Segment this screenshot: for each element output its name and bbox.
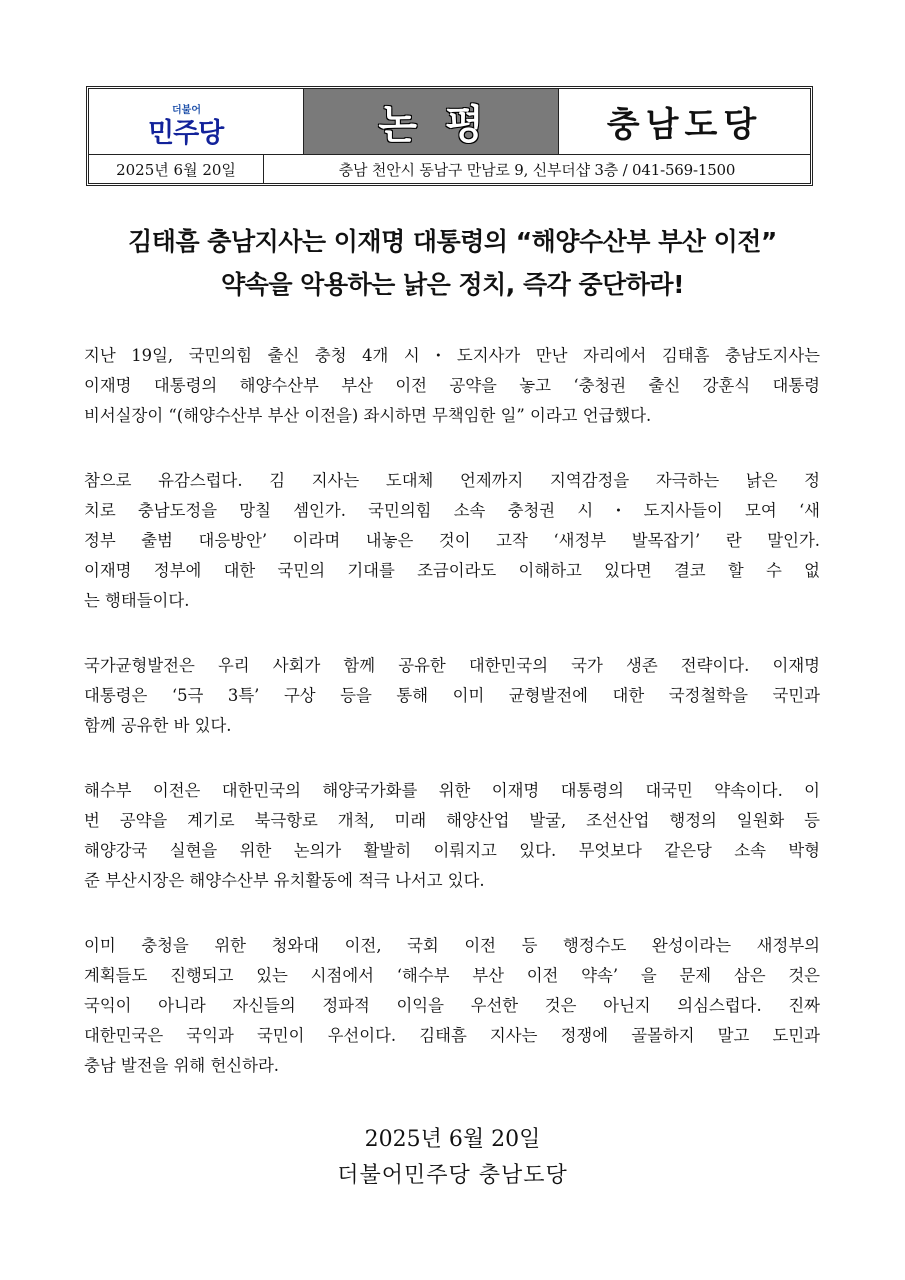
letterhead-top-row: [89, 89, 810, 155]
paragraph-line: 국익이 아니라 자신들의 정파적 이익을 우선한 것은 아닌지 의심스럽다. 진짜: [84, 996, 820, 1015]
headline-line-2: 약속을 악용하는 낡은 정치, 즉각 중단하라!: [221, 270, 684, 299]
organization-name: 충남도당: [606, 105, 763, 145]
body-text: [84, 341, 820, 1116]
body-paragraph: [84, 651, 820, 741]
paragraph-line: 비서실장이 “(해양수산부 부산 이전을) 좌시하면 무책임한 일” 이라고 언급했다.: [84, 406, 652, 425]
paragraph-line: 해수부 이전은 대한민국의 해양국가화를 위한 이재명 대통령의 대국민 약속이다. 이: [84, 781, 820, 800]
headline-line-1: 김태흠 충남지사는 이재명 대통령의 “해양수산부 부산 이전”: [128, 227, 777, 256]
paragraph-line: 번 공약을 계기로 북극항로 개척, 미래 해양산업 발굴, 조선산업 행정의 일원화 등: [84, 811, 820, 830]
paragraph-line: 해양강국 실현을 위한 논의가 활발히 이뤄지고 있다. 무엇보다 같은당 소속 박형: [84, 841, 820, 860]
issue-date: 2025년 6월 20일: [89, 155, 264, 183]
document-type-cell: [304, 89, 559, 154]
letterhead-bottom-row: [89, 155, 810, 183]
paragraph-line: 충남 발전을 위해 헌신하라.: [84, 1056, 280, 1075]
paragraph-line: 함께 공유한 바 있다.: [84, 716, 232, 735]
body-paragraph: [84, 341, 820, 431]
signature-organization: 더불어민주당 충남도당: [337, 1163, 568, 1188]
body-paragraph: [84, 776, 820, 896]
logo-small-text: 더불어: [172, 104, 201, 116]
paragraph-line: 참으로 유감스럽다. 김 지사는 도대체 언제까지 지역감정을 자극하는 낡은 정: [84, 471, 820, 490]
paragraph-line: 준 부산시장은 해양수산부 유치활동에 적극 나서고 있다.: [84, 871, 485, 890]
party-logo: [146, 97, 246, 147]
logo-main-text: 민주당: [148, 117, 224, 149]
body-paragraph: [84, 466, 820, 616]
paragraph-line: 는 행태들이다.: [84, 591, 190, 610]
paragraph-line: 계획들도 진행되고 있는 시점에서 ‘해수부 부산 이전 약속’ 을 문제 삼은 것은: [84, 966, 820, 985]
document-type-label: 논평: [378, 101, 512, 148]
body-paragraph: [84, 931, 820, 1081]
paragraph-line: 이재명 정부에 대한 국민의 기대를 조금이라도 이해하고 있다면 결코 할 수 없: [84, 561, 820, 580]
headline: [60, 220, 845, 306]
signature-date: 2025년 6월 20일: [364, 1127, 541, 1152]
paragraph-line: 대한민국은 국익과 국민이 우선이다. 김태흠 지사는 정쟁에 골몰하지 말고 도민과: [84, 1026, 820, 1045]
paragraph-line: 정부 출범 대응방안’ 이라며 내놓은 것이 고작 ‘새정부 발목잡기’ 란 말인가.: [84, 531, 820, 550]
paragraph-line: 대통령은 ‘5극 3특’ 구상 등을 통해 이미 균형발전에 대한 국정철학을 국민과: [84, 686, 820, 705]
organization-cell: [559, 89, 810, 154]
paragraph-line: 국가균형발전은 우리 사회가 함께 공유한 대한민국의 국가 생존 전략이다. 이재명: [84, 656, 820, 675]
paragraph-line: 이미 충청을 위한 청와대 이전, 국회 이전 등 행정수도 완성이라는 새정부의: [84, 936, 820, 955]
contact-address: 충남 천안시 동남구 만남로 9, 신부더샵 3층 / 041-569-1500: [338, 160, 736, 179]
paragraph-line: 이재명 대통령의 해양수산부 부산 이전 공약을 놓고 ‘충청권 출신 강훈식 대통령: [84, 376, 820, 395]
paragraph-line: 지난 19일, 국민의힘 출신 충청 4개 시・도지사가 만난 자리에서 김태흠 충남도지사는: [84, 346, 820, 365]
letterhead-table: [86, 86, 813, 186]
party-logo-cell: [89, 89, 304, 154]
paragraph-line: 치로 충남도정을 망칠 셈인가. 국민의힘 소속 충청권 시・도지사들이 모여 ‘새: [84, 501, 820, 520]
